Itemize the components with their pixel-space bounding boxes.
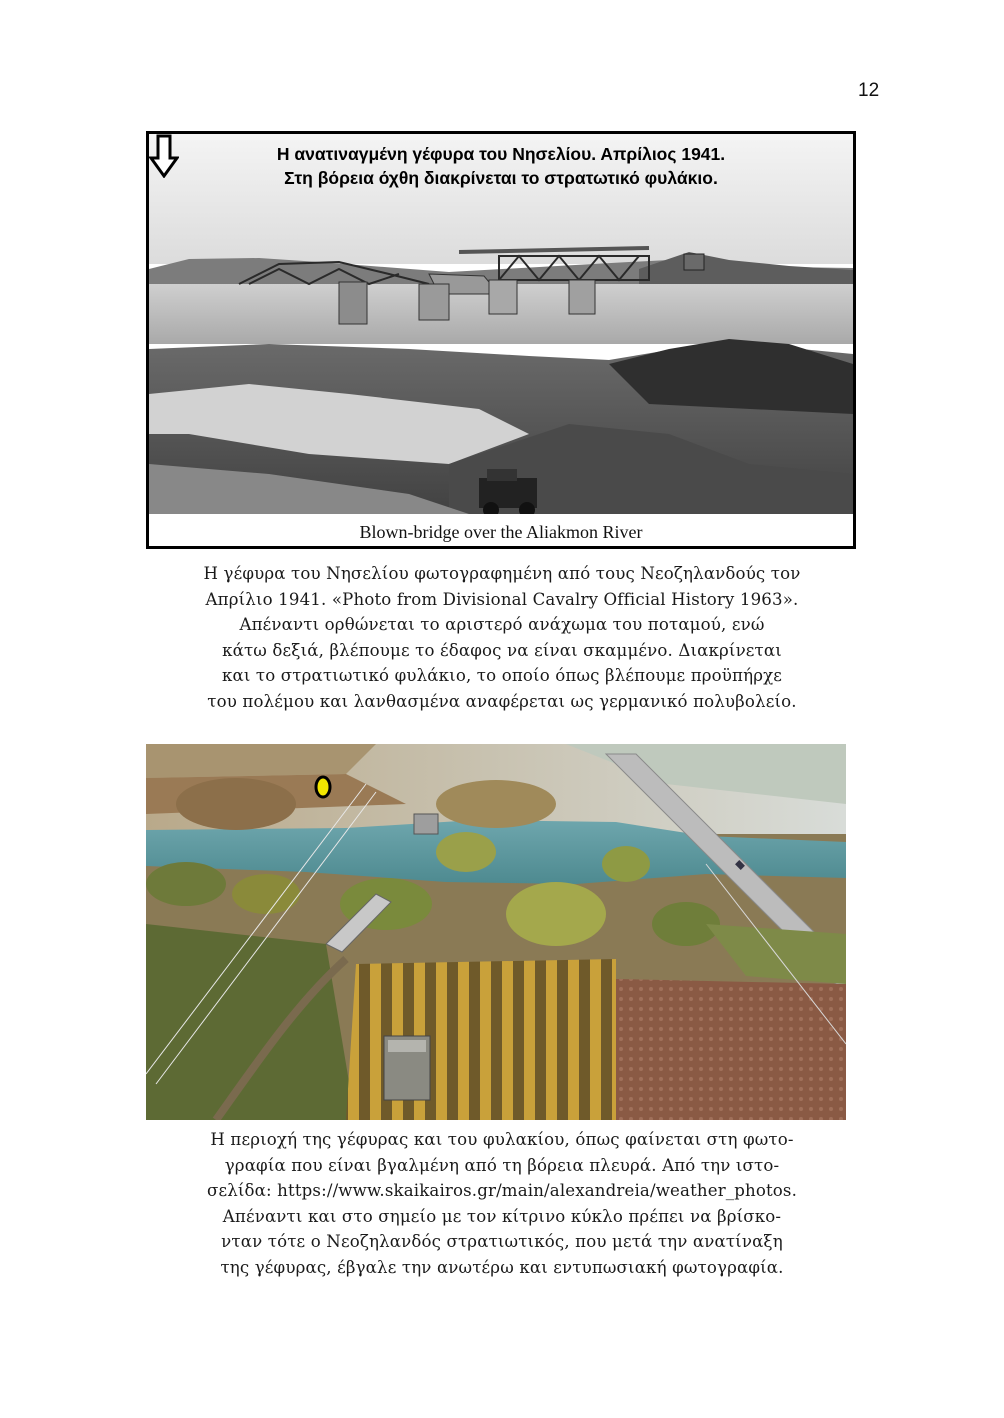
text-line: γραφία που είναι βγαλμένη από τη βόρεια πλευρά. Από την ιστο-: [224, 1155, 780, 1175]
text-line: της γέφυρας, έβγαλε την ανωτέρω και εντυπωσιακή φωτογραφία.: [220, 1257, 784, 1277]
down-arrow-icon: [149, 134, 179, 178]
text-line: και το στρατιωτικό φυλάκιο, το οποίο όπως βλέπουμε προϋπήρχε: [221, 666, 783, 685]
yellow-location-marker: [316, 777, 330, 797]
text-line: σελίδα: https://www.skaikairos.gr/main/alexandreia/weather_photos.: [206, 1181, 798, 1200]
page-number: 12: [858, 80, 880, 101]
text-line: νταν τότε ο Νεοζηλανδός στρατιωτικός, που μετά την ανατίναξη: [221, 1232, 783, 1251]
text-line: Απρίλιο 1941. «Photo from Divisional Cavalry Official History 1963».: [205, 589, 799, 609]
text-line: Απέναντι ορθώνεται το αριστερό ανάχωμα του ποταμού, ενώ: [239, 615, 765, 634]
text-line: κάτω δεξιά, βλέπουμε το έδαφος να είναι σκαμμένο. Διακρίνεται: [222, 640, 782, 660]
aerial-photo-image: [146, 744, 846, 1120]
historic-bridge-photo: [146, 131, 856, 549]
text-line: του πολέμου και λανθασμένα αναφέρεται ως γερμανικό πολυβολείο.: [207, 691, 797, 711]
historic-photo-image: [149, 134, 853, 546]
text-line: Η περιοχή της γέφυρας και του φυλακίου, όπως φαίνεται στη φωτο-: [210, 1130, 794, 1149]
paragraph-aerial-description: [120, 1127, 884, 1280]
text-line: Απέναντι και στο σημείο με τον κίτρινο κύκλο πρέπει να βρίσκο-: [222, 1206, 782, 1226]
text-line: Η γέφυρα του Νησελίου φωτογραφημένη από τους Νεοζηλανδούς τον: [203, 564, 801, 583]
caption-line: Στη βόρεια όχθη διακρίνεται το στρατωτικό φυλάκιο.: [284, 168, 718, 188]
photo-credit: Blown-bridge over the Aliakmon River: [359, 522, 643, 542]
historic-photo-caption: [149, 142, 853, 190]
caption-line: Η ανατιναγμένη γέφυρα του Νησελίου. Απρίλιος 1941.: [276, 144, 726, 164]
paragraph-historic-description: [120, 561, 884, 714]
aerial-photo: [146, 744, 846, 1120]
